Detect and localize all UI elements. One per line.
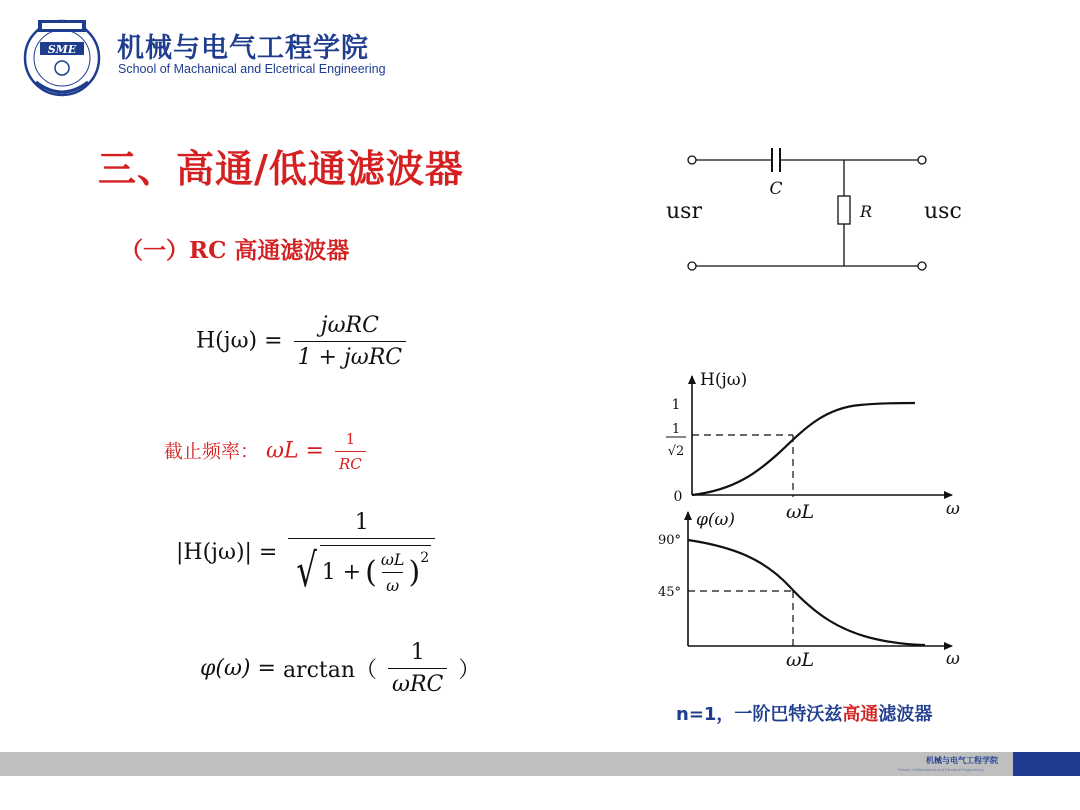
left-paren: ( xyxy=(365,555,377,590)
transfer-denominator: 1 + jωRC xyxy=(294,341,407,370)
sqrt-sign: √ xyxy=(296,543,318,597)
magnitude-den-prefix: 1 + xyxy=(321,560,362,585)
footer-school-name-cn: 机械与电气工程学院 xyxy=(926,756,998,765)
magnitude-fraction xyxy=(288,510,435,595)
phase-denominator: ωRC xyxy=(388,668,447,697)
phase-lhs: φ(ω) = xyxy=(200,656,276,681)
inner-denominator: ω xyxy=(382,572,403,595)
input-terminal-bottom xyxy=(688,262,696,270)
transfer-lhs: H(jω) = xyxy=(196,328,283,354)
cutoff-fraction xyxy=(335,430,366,473)
phase-tick-45: 45° xyxy=(658,585,682,600)
cutoff-lhs: ωL = xyxy=(266,438,324,464)
transfer-numerator: jωRC xyxy=(320,313,379,338)
output-voltage-label: usc xyxy=(924,199,962,224)
input-terminal-top xyxy=(688,156,696,164)
logo-text: SME xyxy=(47,43,77,56)
phase-cutoff-label: ωL xyxy=(786,649,815,671)
inner-fraction xyxy=(377,550,409,595)
cutoff-denominator: RC xyxy=(335,451,366,473)
mag-x-label: ω xyxy=(946,499,960,519)
slide-title: 三、高通/低通滤波器 xyxy=(98,147,464,191)
caption-suffix: 滤波器 xyxy=(878,704,933,725)
sqrt-body xyxy=(320,545,431,595)
output-terminal-top xyxy=(918,156,926,164)
phase-close: ） xyxy=(458,658,481,683)
right-paren: ) xyxy=(408,555,421,590)
magnitude-denominator xyxy=(288,538,435,595)
magnitude-lhs: |H(jω)| = xyxy=(176,540,278,565)
mag-tick-0: 0 xyxy=(673,489,683,505)
caption-prefix: n=1，一阶巴特沃兹 xyxy=(676,704,843,725)
cutoff-numerator: 1 xyxy=(345,430,356,448)
transfer-fraction xyxy=(294,313,407,370)
school-name-en: School of Machanical and Elcetrical Engineering xyxy=(118,62,386,76)
phase-x-label: ω xyxy=(946,649,960,669)
resistor-label: R xyxy=(860,202,873,221)
footer-school-name-en: School of Machanical and Electrical Engineering xyxy=(898,767,984,772)
school-logo xyxy=(22,12,102,102)
phase-fn: arctan（ xyxy=(282,658,378,683)
caption-highlight: 高通 xyxy=(842,704,879,725)
filter-caption xyxy=(676,700,932,726)
school-name-cn: 机械与电气工程学院 xyxy=(117,33,369,64)
phase-numerator: 1 xyxy=(410,640,425,665)
rc-circuit-diagram xyxy=(660,140,962,280)
phase-y-label: φ(ω) xyxy=(696,510,736,530)
phase-tick-90: 90° xyxy=(658,533,682,548)
capacitor-label: C xyxy=(769,179,783,199)
transfer-function-formula xyxy=(196,313,410,370)
output-terminal-bottom xyxy=(918,262,926,270)
slide-subtitle: （一）RC 高通滤波器 xyxy=(120,237,350,264)
exponent: 2 xyxy=(420,550,430,566)
phase-curve xyxy=(688,540,925,645)
cutoff-frequency-formula xyxy=(164,430,370,473)
footer-accent-block xyxy=(1013,752,1080,776)
inner-numerator: ωL xyxy=(380,550,405,569)
magnitude-curve xyxy=(692,403,915,495)
mag-y-label: H(jω) xyxy=(700,370,748,390)
mag-tick-sqrt-den: √2 xyxy=(667,444,685,459)
cutoff-label: 截止频率： xyxy=(164,440,260,463)
mag-tick-sqrt-num: 1 xyxy=(671,422,681,437)
phase-formula xyxy=(200,640,480,697)
frequency-response-graphs xyxy=(640,362,980,682)
magnitude-numerator: 1 xyxy=(354,510,369,535)
phase-fraction xyxy=(388,640,447,697)
resistor xyxy=(838,196,850,224)
mag-cutoff-label: ωL xyxy=(786,501,815,523)
footer-bar xyxy=(0,752,1080,776)
input-voltage-label: usr xyxy=(666,199,702,224)
magnitude-formula xyxy=(176,510,439,595)
mag-tick-1: 1 xyxy=(671,397,681,413)
